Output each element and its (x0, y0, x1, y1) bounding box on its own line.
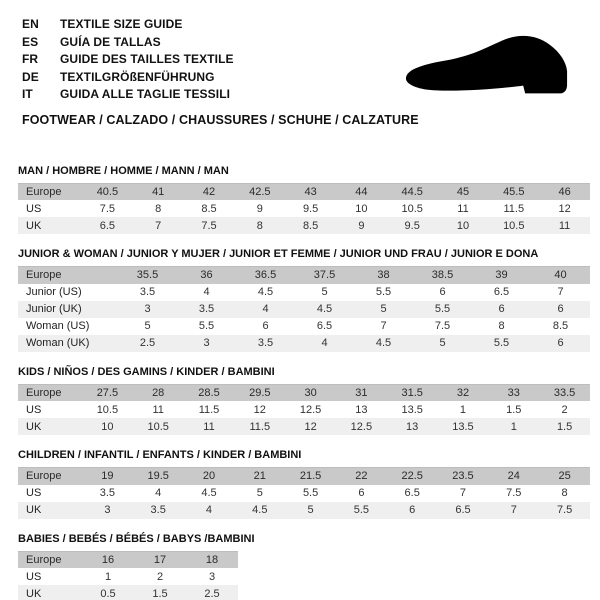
row-label: UK (26, 587, 42, 600)
size-cell: 9.5 (302, 202, 319, 215)
size-section (18, 448, 600, 519)
size-cell: 8 (155, 202, 162, 215)
size-cell: 36.5 (254, 269, 277, 282)
size-cell: 4.5 (201, 487, 217, 499)
size-cell: 8.5 (552, 320, 569, 332)
size-cell: 3.5 (150, 504, 166, 516)
size-cell: 21 (253, 470, 266, 483)
size-cell: 11 (558, 219, 571, 232)
language-code: EN (22, 17, 39, 31)
size-cell: 7.5 (201, 219, 217, 232)
table-row (18, 267, 590, 284)
size-cell: 9 (358, 219, 365, 232)
table-row (18, 217, 590, 234)
table-row (18, 468, 590, 485)
size-cell: 6.5 (493, 286, 510, 298)
size-cell: 7.5 (506, 487, 522, 499)
size-cell: 33.5 (553, 386, 576, 399)
size-cell: 11.5 (503, 202, 525, 215)
size-cell: 3.5 (257, 337, 274, 349)
size-cell: 5 (307, 504, 314, 516)
table-row (18, 502, 590, 519)
size-cell: 7 (155, 219, 162, 232)
size-cell: 8 (498, 320, 505, 332)
language-label: TEXTILE SIZE GUIDE (60, 17, 183, 31)
section-title: KIDS / NIÑOS / DES GAMINS / KINDER / BAMBINI (18, 365, 275, 378)
size-section (18, 365, 600, 436)
size-cell: 4 (155, 487, 162, 499)
size-cell: 7.5 (556, 504, 573, 516)
size-cell: 5 (144, 320, 151, 332)
size-cell: 7 (557, 286, 564, 298)
size-cell: 23.5 (452, 470, 474, 483)
size-cell: 28 (152, 386, 165, 399)
row-label: UK (26, 219, 42, 232)
table-row (18, 384, 590, 401)
size-table (18, 183, 590, 235)
row-label: Woman (US) (26, 320, 90, 332)
size-cell: 38 (377, 269, 390, 282)
size-cell: 3.5 (139, 286, 156, 298)
size-cell: 1.5 (556, 420, 573, 433)
language-label: GUIDE DES TAILLES TEXTILE (60, 52, 234, 66)
size-cell: 28.5 (198, 386, 220, 399)
row-label: Europe (26, 553, 62, 566)
size-cell: 19 (101, 470, 114, 483)
size-cell: 40.5 (96, 185, 119, 198)
size-table (18, 467, 590, 519)
size-cell: 11 (152, 403, 164, 416)
language-code: ES (22, 34, 39, 49)
size-cell: 18 (205, 553, 219, 566)
language-label: GUÍA DE TALLAS (60, 34, 161, 49)
row-label: UK (26, 504, 42, 516)
size-cell: 17 (153, 553, 167, 566)
size-cell: 8 (256, 219, 263, 232)
table-row (18, 284, 590, 301)
size-cell: 45.5 (503, 185, 525, 198)
size-cell: 27.5 (96, 386, 119, 399)
size-cell: 46 (558, 185, 571, 198)
size-cell: 6 (262, 320, 269, 332)
size-cell: 6 (439, 286, 446, 298)
size-cell: 33 (507, 386, 520, 399)
size-cell: 9.5 (404, 219, 420, 232)
size-cell: 7.5 (99, 202, 116, 215)
row-label: US (26, 403, 42, 416)
size-cell: 3 (203, 337, 210, 349)
size-cell: 13 (406, 420, 419, 433)
size-cell: 13 (355, 403, 368, 416)
size-cell: 10 (456, 219, 470, 232)
size-cell: 6 (358, 487, 365, 499)
row-label: Woman (UK) (26, 337, 90, 349)
size-cell: 6.5 (455, 504, 471, 516)
size-cell: 38.5 (431, 269, 454, 282)
size-cell: 5 (321, 286, 328, 298)
size-cell: 22 (355, 470, 368, 483)
size-cell: 9 (256, 202, 263, 215)
size-cell: 6 (557, 303, 564, 315)
size-cell: 7 (380, 320, 387, 332)
size-cell: 29.5 (249, 386, 271, 399)
size-cell: 19.5 (147, 470, 169, 483)
table-row (18, 568, 238, 585)
size-cell: 6.5 (316, 320, 333, 332)
size-cell: 1 (104, 570, 112, 583)
size-cell: 5.5 (375, 286, 392, 298)
section-title: MAN / HOMBRE / HOMME / MANN / MAN (18, 164, 229, 177)
size-cell: 3 (144, 303, 151, 315)
language-code: IT (22, 87, 33, 101)
size-cell: 10.5 (503, 219, 525, 232)
size-cell: 2.5 (139, 337, 156, 349)
language-code: FR (22, 52, 39, 66)
size-cell: 10.5 (401, 202, 423, 215)
language-label: GUIDA ALLE TAGLIE TESSILI (60, 87, 231, 101)
size-cell: 42.5 (249, 185, 271, 198)
size-cell: 11.5 (249, 420, 271, 433)
size-cell: 1.5 (152, 587, 168, 600)
row-label: Europe (26, 386, 62, 399)
size-cell: 11 (457, 202, 469, 215)
row-label: Europe (26, 269, 62, 282)
size-cell: 4.5 (375, 337, 392, 349)
row-label: Europe (26, 470, 62, 483)
size-cell: 43 (304, 185, 317, 198)
size-cell: 5 (256, 487, 263, 499)
size-cell: 2.5 (204, 587, 220, 600)
size-cell: 5 (439, 337, 446, 349)
table-row (18, 401, 590, 418)
size-cell: 35.5 (136, 269, 159, 282)
size-cell: 10.5 (147, 420, 169, 433)
size-cell: 20 (202, 470, 216, 483)
table-row (18, 335, 590, 352)
size-cell: 4.5 (257, 286, 274, 298)
section-title: CHILDREN / INFANTIL / ENFANTS / KINDER / BAMBINI (18, 449, 302, 461)
row-label: US (26, 570, 42, 583)
size-cell: 21.5 (299, 470, 322, 483)
size-cell: 4 (203, 286, 210, 298)
size-cell: 1 (459, 403, 467, 416)
size-table (18, 266, 590, 352)
table-row (18, 485, 590, 502)
size-cell: 22.5 (401, 470, 423, 483)
size-cell: 8.5 (302, 219, 319, 232)
size-tables (0, 164, 600, 600)
size-cell: 6 (498, 303, 505, 315)
size-cell: 5.5 (353, 504, 370, 516)
size-cell: 45 (456, 185, 470, 198)
size-cell: 32 (456, 386, 470, 399)
row-label: Junior (UK) (26, 303, 82, 315)
size-cell: 8.5 (201, 202, 217, 215)
size-cell: 1 (510, 420, 517, 433)
language-label: TEXTILGRÖßENFÜHRUNG (60, 69, 215, 84)
size-cell: 11.5 (198, 403, 220, 416)
size-cell: 2 (561, 403, 568, 416)
size-cell: 12 (558, 202, 571, 215)
size-cell: 12 (304, 420, 317, 433)
size-cell: 31 (355, 386, 368, 399)
size-cell: 31.5 (401, 386, 423, 399)
size-cell: 4.5 (316, 303, 333, 315)
size-section (18, 247, 600, 352)
size-cell: 41 (152, 185, 165, 198)
size-cell: 10.5 (96, 403, 119, 416)
size-cell: 6 (557, 337, 564, 349)
size-cell: 10 (101, 420, 114, 433)
language-code: DE (22, 69, 39, 84)
size-cell: 3 (208, 570, 216, 583)
size-cell: 16 (101, 553, 115, 566)
row-label: US (26, 202, 42, 215)
size-cell: 1.5 (506, 403, 522, 416)
size-cell: 6.5 (404, 487, 420, 499)
size-cell: 6.5 (99, 219, 116, 232)
table-row (18, 200, 590, 217)
size-cell: 5.5 (198, 320, 215, 332)
row-label: Junior (US) (26, 286, 82, 298)
size-cell: 3.5 (99, 487, 116, 499)
size-cell: 5 (380, 303, 387, 315)
size-table (18, 551, 238, 600)
size-cell: 13.5 (452, 420, 474, 433)
size-cell: 12.5 (350, 420, 373, 433)
row-label: Europe (26, 185, 62, 198)
size-section (18, 164, 600, 235)
size-cell: 12 (253, 403, 266, 416)
size-cell: 4 (262, 303, 269, 315)
size-cell: 4.5 (252, 504, 268, 516)
size-cell: 8 (561, 487, 568, 499)
size-cell: 44.5 (401, 185, 423, 198)
size-cell: 37.5 (313, 269, 336, 282)
table-row (18, 418, 590, 435)
row-label: US (26, 487, 42, 499)
table-row (18, 551, 238, 568)
size-cell: 7 (510, 504, 517, 516)
size-cell: 44 (355, 185, 368, 198)
size-cell: 11 (203, 420, 215, 433)
size-cell: 13.5 (401, 403, 423, 416)
shoe-icon (394, 30, 590, 108)
size-cell: 2 (156, 570, 164, 583)
size-cell: 5.5 (434, 303, 451, 315)
section-title: BABIES / BEBÉS / BÉBÉS / BABYS /BAMBINI (18, 532, 255, 545)
size-cell: 4 (205, 504, 213, 516)
size-cell: 0.5 (100, 587, 116, 600)
table-row (18, 318, 590, 335)
size-cell: 25 (558, 470, 571, 483)
table-row (18, 585, 238, 600)
size-cell: 4 (321, 337, 328, 349)
table-row (18, 183, 590, 200)
category-title: FOOTWEAR / CALZADO / CHAUSSURES / SCHUHE / CALZATURE (22, 112, 419, 127)
size-cell: 39 (495, 269, 508, 282)
size-cell: 30 (304, 386, 317, 399)
row-label: UK (26, 420, 42, 433)
size-cell: 7 (459, 487, 467, 499)
size-cell: 5.5 (493, 337, 510, 349)
size-cell: 7.5 (434, 320, 451, 332)
size-cell: 10 (355, 202, 368, 215)
size-section (18, 532, 600, 600)
size-cell: 36 (200, 269, 213, 282)
size-cell: 5.5 (302, 487, 319, 499)
size-cell: 24 (507, 470, 520, 483)
size-cell: 3 (104, 504, 111, 516)
size-cell: 40 (554, 269, 567, 282)
table-row (18, 301, 590, 318)
size-cell: 6 (409, 504, 416, 516)
size-table (18, 384, 590, 436)
size-cell: 3.5 (198, 303, 215, 315)
size-cell: 12.5 (299, 403, 322, 416)
section-title: JUNIOR & WOMAN / JUNIOR Y MUJER / JUNIOR ET FEMME / JUNIOR UND FRAU / JUNIOR E DONA (18, 248, 539, 260)
size-cell: 42 (202, 185, 216, 198)
